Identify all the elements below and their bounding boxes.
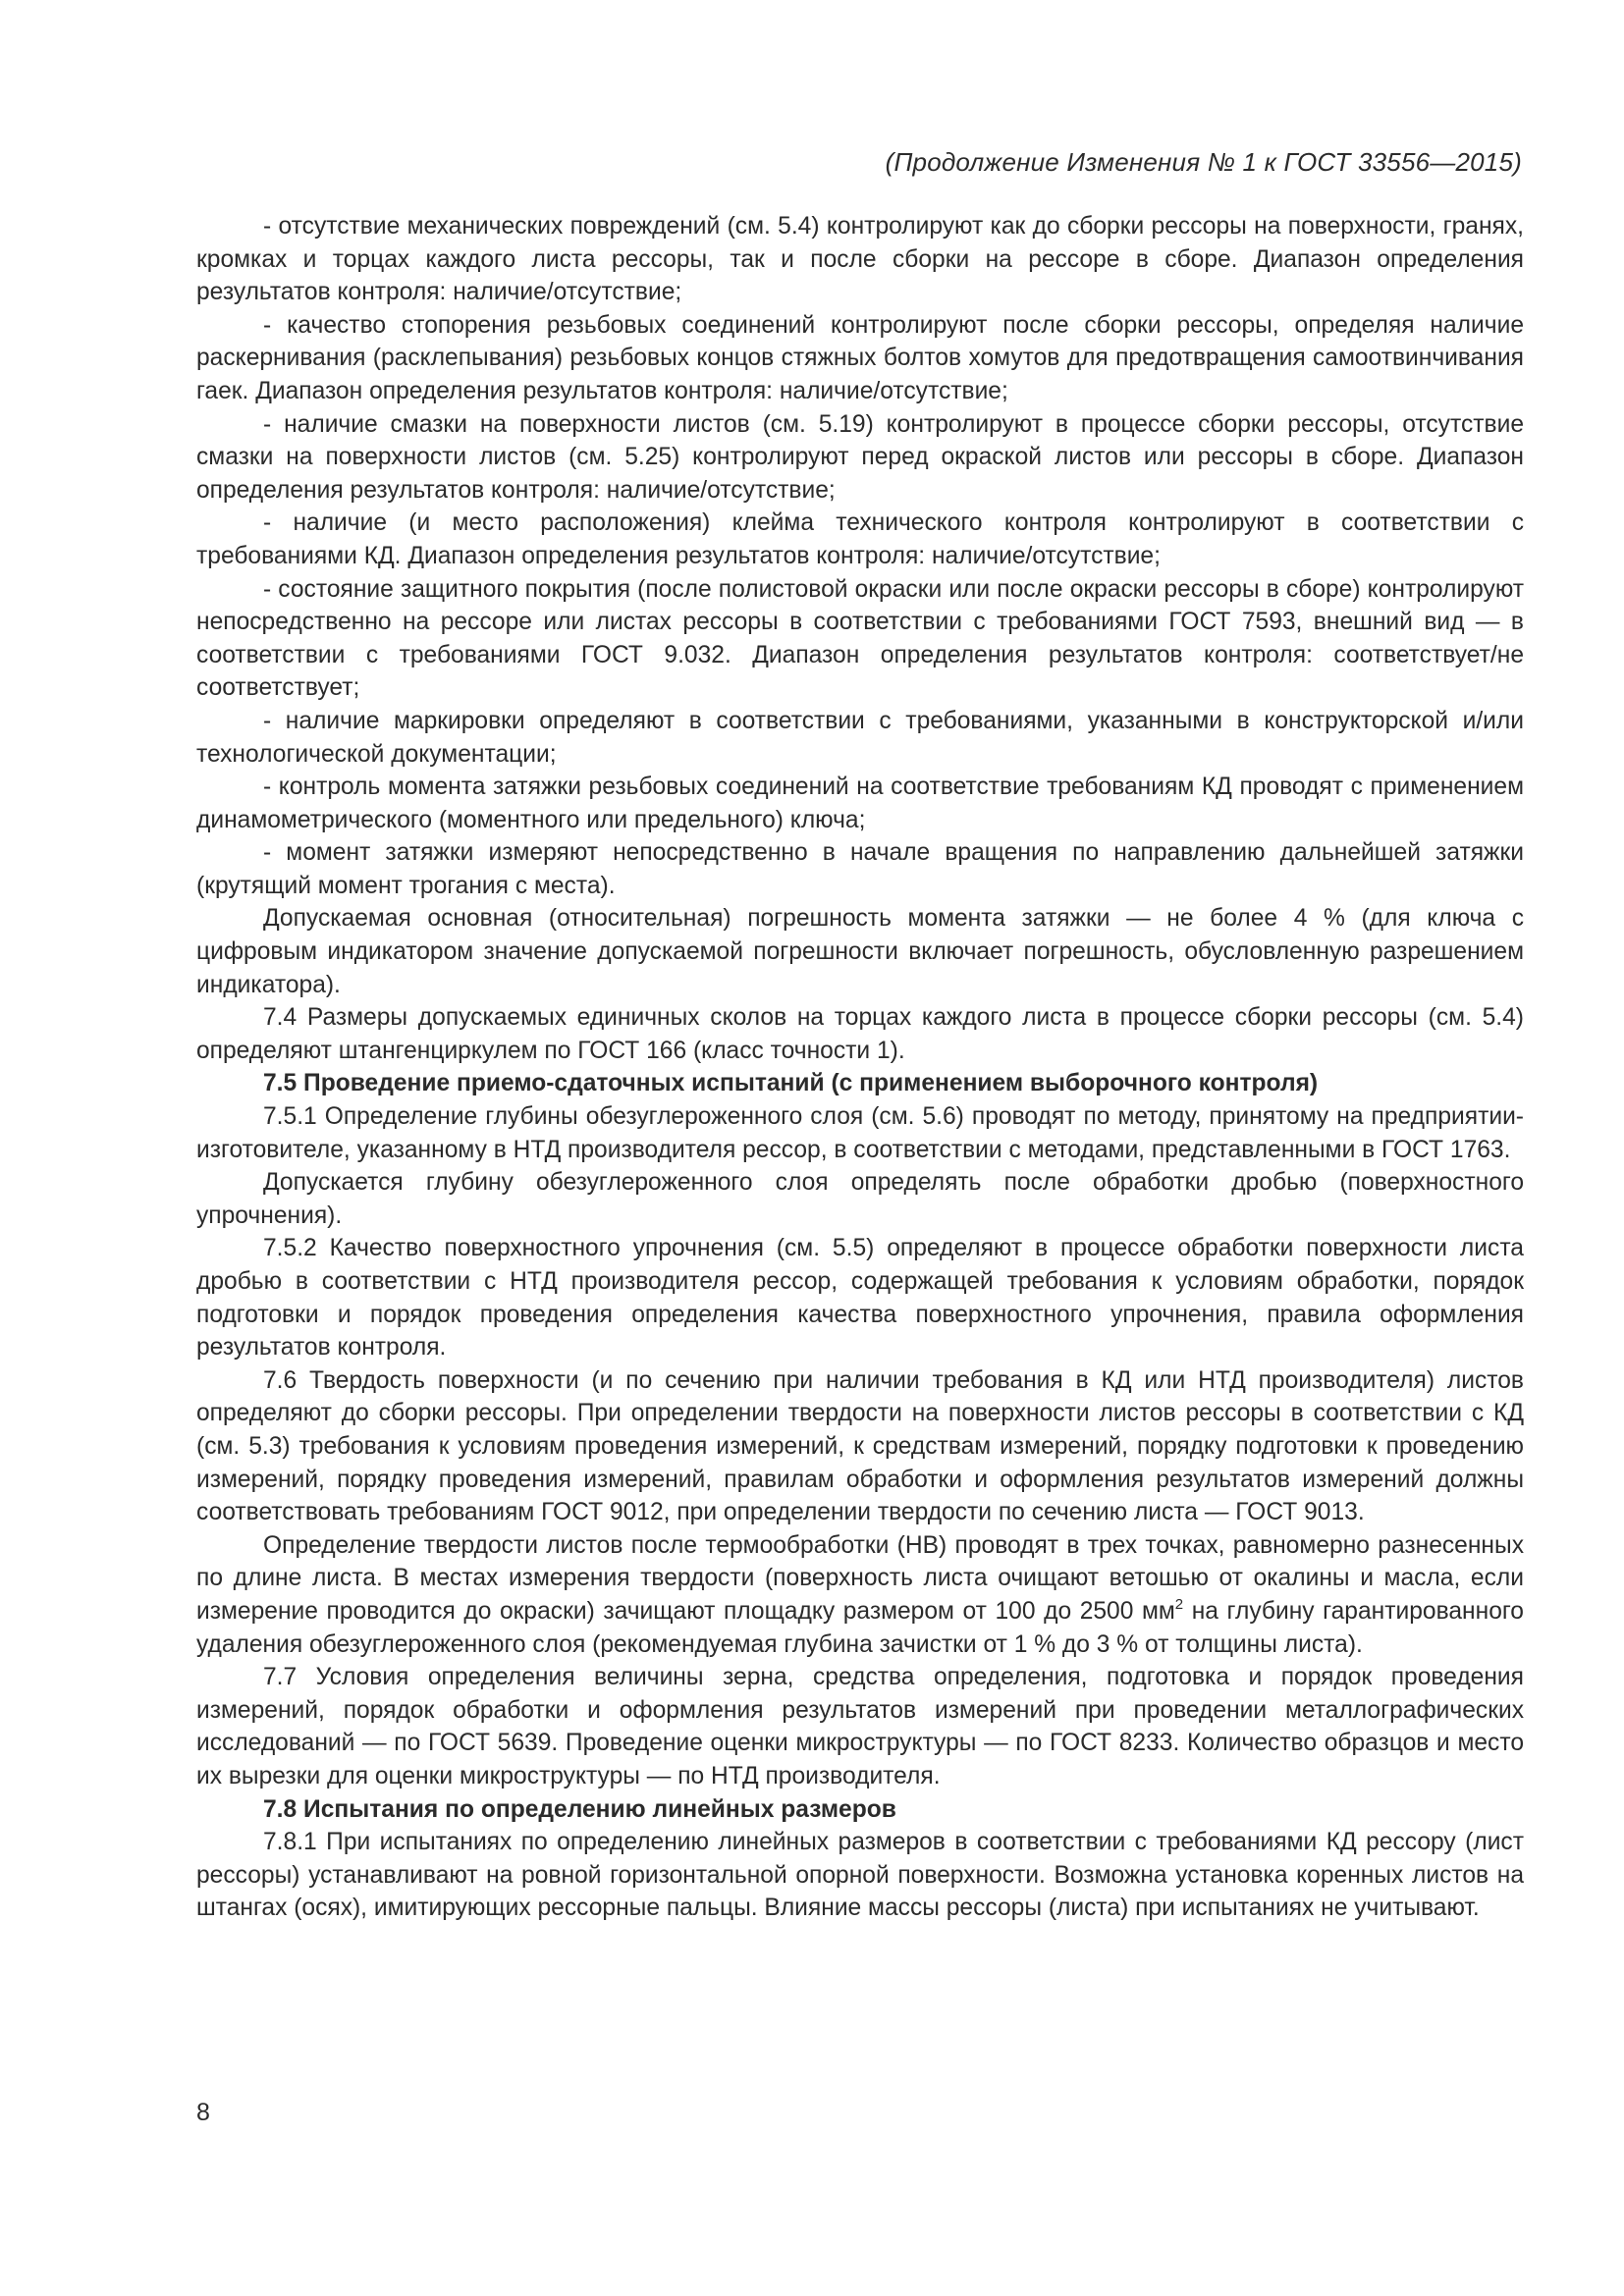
paragraph: - качество стопорения резьбовых соединений контролируют после сборки рессоры, определяя наличие раскернивания (расклепывания) резьбовых концов стяжных болтов хомутов для предотвращения самоотвинчивания гаек. Диапазон определения результатов контроля: наличие/отсутствие; <box>196 311 1524 404</box>
paragraph: - наличие (и место расположения) клейма технического контроля контролируют в соответствии с требованиями КД. Диапазон определения результатов контроля: наличие/отсутствие; <box>196 509 1524 569</box>
paragraph: 7.4 Размеры допускаемых единичных сколов на торцах каждого листа в процессе сборки рессоры (см. 5.4) определяют штангенциркулем по ГОСТ 166 (класс точности 1). <box>196 1004 1524 1064</box>
paragraph: 7.6 Твердость поверхности (и по сечению при наличии требования в КД или НТД производителя) листов определяют до сборки рессоры. При определении твердости на поверхности листов рессоры в соответствии с КД (см. 5.3) требования к условиям проведения измерений, к средствам измерений, порядку подготовки к проведению измерений, порядку проведения измерений, правилам обработки и оформления результатов измерений должны соответствовать требованиям ГОСТ 9012, при определении твердости по сечению листа — ГОСТ 9013. <box>196 1366 1524 1526</box>
page-header: (Продолжение Изменения № 1 к ГОСТ 33556—2015) <box>885 147 1522 177</box>
paragraph: - контроль момента затяжки резьбовых соединений на соответствие требованиям КД проводят с применением динамометрического (моментного или предельного) ключа; <box>196 774 1524 833</box>
paragraph: 7.5.2 Качество поверхностного упрочнения (см. 5.5) определяют в процессе обработки поверхности листа дробью в соответствии с НТД производителя рессор, содержащей требования к условиям обработки, порядок подготовки и порядок проведения определения качества поверхностного упрочнения, правила оформления результатов контроля. <box>196 1235 1524 1362</box>
paragraph <box>196 1529 1524 1661</box>
paragraph: - наличие маркировки определяют в соответствии с требованиями, указанными в конструкторской и/или технологической документации; <box>196 707 1524 768</box>
paragraph: 7.7 Условия определения величины зерна, средства определения, подготовка и порядок проведения измерений, порядок обработки и оформления результатов измерений при проведении металлографических исследований — по ГОСТ 5639. Проведение оценки микроструктуры — по ГОСТ 8233. Количество образцов и место их вырезки для оценки микроструктуры — по НТД производителя. <box>196 1664 1524 1789</box>
paragraph: - наличие смазки на поверхности листов (см. 5.19) контролируют в процессе сборки рессоры, отсутствие смазки на поверхности листов (см. 5.25) контролируют перед окраской листов или рессоры в сборе. Диапазон определения результатов контроля: наличие/отсутствие; <box>196 410 1524 504</box>
paragraph: Допускаемая основная (относительная) погрешность момента затяжки — не более 4 % (для ключа с цифровым индикатором значение допускаемой погрешности включает погрешность, обусловленную разрешением индикатора). <box>196 905 1524 998</box>
paragraph-text-part: Определение твердости листов после термообработки (НВ) проводят в трех точках, равномерно разнесенных по длине листа. В местах измерения твердости (поверхность листа очищают ветошью от окалины и масла, если измерение проводится до окраски) зачищают площадку размером от 100 до 2500 мм <box>196 1531 1524 1625</box>
paragraph: 7.5.1 Определение глубины обезуглероженного слоя (см. 5.6) проводят по методу, принятому на предприятии-изготовителе, указанному в НТД производителя рессор, в соответствии с методами, представленными в ГОСТ 1763. <box>196 1103 1524 1163</box>
paragraph: - момент затяжки измеряют непосредственно в начале вращения по направлению дальнейшей затяжки (крутящий момент трогания с места). <box>196 839 1524 899</box>
paragraph: - отсутствие механических повреждений (см. 5.4) контролируют как до сборки рессоры на поверхности, гранях, кромках и торцах каждого листа рессоры, так и после сборки на рессоре в сборе. Диапазон определения результатов контроля: наличие/отсутствие; <box>196 213 1524 306</box>
document-body <box>196 210 1524 1925</box>
paragraph: - состояние защитного покрытия (после полистовой окраски или после окраски рессоры в сборе) контролируют непосредственно на рессоре или листах рессоры в соответствии с требованиями ГОСТ 7593, внешний вид — в соответствии с требованиями ГОСТ 9.032. Диапазон определения результатов контроля: соответствует/не соответствует; <box>196 575 1524 702</box>
paragraph-text-part: на глубину гарантированного удаления обезуглероженного слоя (рекомендуемая глубина зачистки от 1 % до 3 % от толщины листа). <box>196 1597 1524 1658</box>
section-heading: 7.8 Испытания по определению линейных размеров <box>263 1795 896 1823</box>
paragraph: 7.8.1 При испытаниях по определению линейных размеров в соответствии с требованиями КД рессору (лист рессоры) устанавливают на ровной горизонтальной опорной поверхности. Возможна установка коренных листов на штангах (осях), имитирующих рессорные пальцы. Влияние массы рессоры (листа) при испытаниях не учитывают. <box>196 1829 1524 1922</box>
page-number: 8 <box>196 2099 210 2126</box>
superscript: 2 <box>1174 1595 1184 1613</box>
paragraph: Допускается глубину обезуглероженного слоя определять после обработки дробью (поверхностного упрочнения). <box>196 1169 1524 1229</box>
section-heading: 7.5 Проведение приемо-сдаточных испытаний (с применением выборочного контроля) <box>263 1070 1319 1097</box>
